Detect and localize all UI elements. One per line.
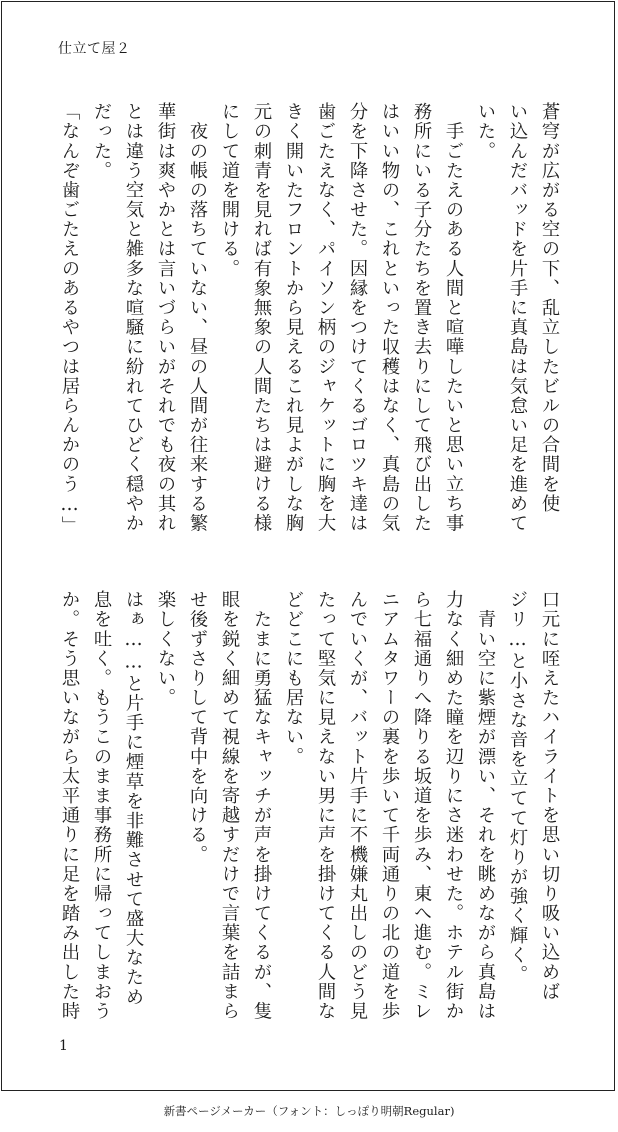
text-line: 青い空に紫煙が漂い、それを眺めながら真島は [475,590,496,1021]
text-line: はぁ……と片手に煙草を非難させて盛大なため [123,590,144,1007]
text-line: どどこにも居ない。 [283,590,304,767]
text-line: 力なく細めた瞳を辺りにさ迷わせた。ホテル街か [443,590,464,1021]
text-line: 楽しくない。 [155,590,176,708]
text-line: 元の刺青を見れば有象無象の人間たちは避ける様 [251,102,272,533]
text-line: だった。 [91,102,112,181]
text-line: にして道を開ける。 [219,102,240,279]
text-line: 蒼穹が広がる空の下、乱立したビルの合間を使 [539,102,560,514]
footer-credit: 新書ページメーカー（フォント：しっぽり明朝Regular) [163,1104,455,1118]
page [1,1,615,1091]
text-line: ら七福通りへ降りる坂道を歩み、東へ進む。ミレ [411,590,432,1021]
text-line: せ後ずさりして背中を向ける。 [187,590,208,865]
text-line: とは違う空気と雑多な喧騒に紛れてひどく穏やか [123,102,144,533]
text-line: 口元に咥えたハイライトを思い切り吸い込めば [539,590,560,1002]
top-text-block [41,102,561,592]
text-line: 手ごたえのある人間と喧嘩したいと思い立ち事 [443,102,464,533]
text-line: 分を下降させた。因縁をつけてくるゴロツキ達は [347,102,368,533]
text-line: 息を吐く。もうこのまま事務所に帰ってしまおう [91,590,112,1021]
text-line: 眼を鋭く細めて視線を寄越すだけで言葉を詰まら [219,590,240,1021]
text-line: ニアムタワーの裏を歩いて千両通りの北の道を歩 [379,590,400,1021]
text-line: んでいくが、バット片手に不機嫌丸出しのどう見 [347,590,368,1021]
text-line: 華街は爽やかとは言いづらいがそれでも夜の其れ [155,102,176,533]
text-line: 歯ごたえなく、パイソン柄のジャケットに胸を大 [315,102,336,533]
page-number: 1 [59,1038,68,1054]
text-line: か。そう思いながら太平通りに足を踏み出した時 [59,590,80,1021]
text-line: たまに勇猛なキャッチが声を掛けてくるが、隻 [251,590,272,1021]
text-line: 夜の帳の落ちていない、昼の人間が往来する繁 [187,102,208,533]
text-line: ジリ…と小さな音を立てて灯りが強く輝く。 [507,590,528,985]
text-line: いた。 [475,102,496,161]
text-line: はいい物の、これといった収穫はなく、真島の気 [379,102,400,533]
text-line: 務所にいる子分たちを置き去りにして飛び出した [411,102,432,533]
bottom-text-block [41,590,561,1080]
text-line: きく開いたフロントから見えるこれ見よがしな胸 [283,102,304,533]
text-line: 「なんぞ歯ごたえのあるやつは居らんかのう…」 [59,102,80,536]
page-title: 仕立て屋２ [58,41,131,57]
text-line: たって堅気に見えない男に声を掛けてくる人間な [315,590,336,1021]
text-line: い込んだバッドを片手に真島は気怠い足を進めて [507,102,528,533]
